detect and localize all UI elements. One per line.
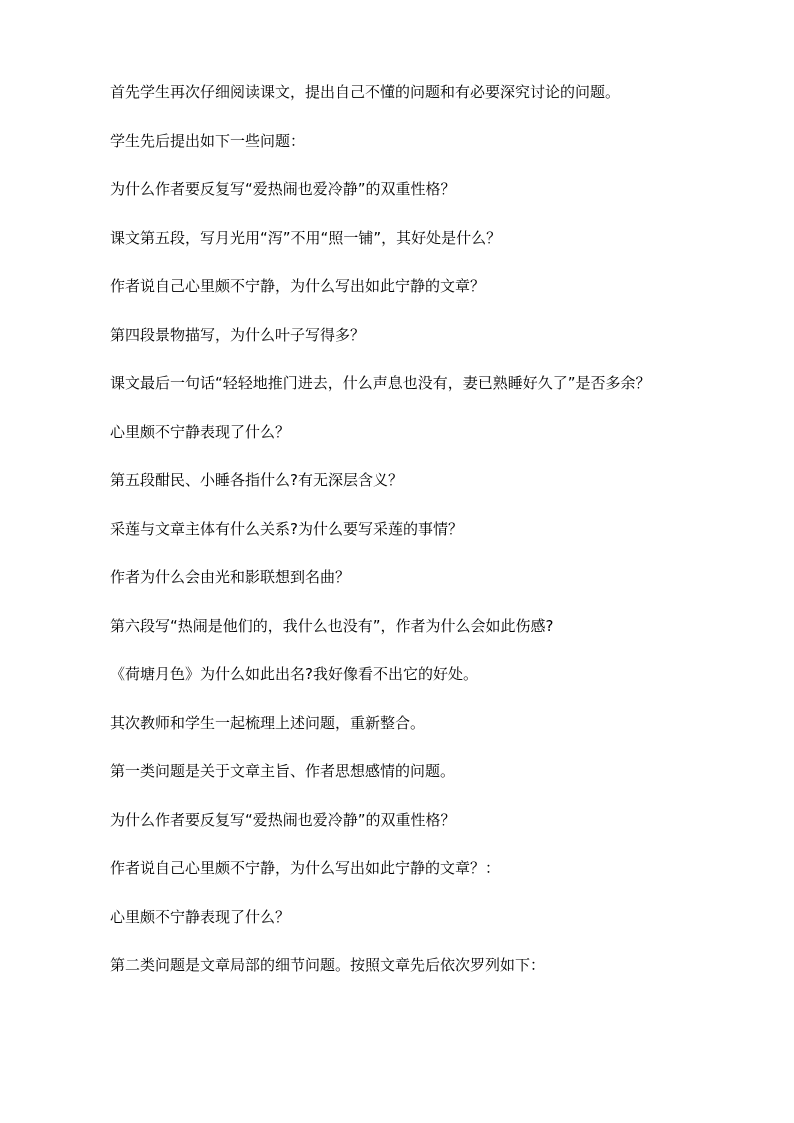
- document-body: [110, 80, 750, 1002]
- question-item: 课文第五段，写月光用“泻”不用“照一铺”，其好处是什么？: [110, 228, 502, 247]
- question-item: 作者说自己心里颇不宁静，为什么写出如此宁静的文章？: [110, 277, 486, 295]
- question-item: 心里颇不宁静表现了什么？: [110, 907, 291, 926]
- question-item: 心里颇不宁静表现了什么？: [110, 422, 291, 441]
- paragraph: 首先学生再次仔细阅读课文，提出自己不懂的问题和有必要深究讨论的问题。: [110, 83, 621, 101]
- paragraph: 学生先后提出如下一些问题：: [110, 131, 306, 150]
- category-heading: 第二类问题是文章局部的细节问题。按照文章先后依次罗列如下：: [110, 956, 546, 974]
- paragraph: 其次教师和学生一起梳理上述问题，重新整合。: [110, 713, 426, 732]
- question-item: 第四段景物描写，为什么叶子写得多？: [110, 325, 366, 344]
- question-item: 作者说自己心里颇不宁静，为什么写出如此宁静的文章？：: [110, 859, 501, 877]
- question-item: 采莲与文章主体有什么关系?为什么要写采莲的事情？: [110, 519, 463, 538]
- question-item: 为什么作者要反复写“爱热闹也爱冷静”的双重性格？: [110, 810, 456, 829]
- question-item: 《荷塘月色》为什么如此出名?我好像看不出它的好处。: [110, 665, 478, 683]
- question-item: 第六段写“热闹是他们的，我什么也没有”，作者为什么会如此伤感?: [110, 616, 554, 635]
- question-item: 课文最后一句话“轻轻地推门进去，什么声息也没有，妻已熟睡好久了”是否多余？: [110, 374, 651, 392]
- category-heading: 第一类问题是关于文章主旨、作者思想感情的问题。: [110, 762, 456, 780]
- question-item: 第五段酣民、小睡各指什么?有无深层含义？: [110, 471, 403, 489]
- question-item: 作者为什么会由光和影联想到名曲？: [110, 568, 351, 586]
- question-item: 为什么作者要反复写“爱热闹也爱冷静”的双重性格？: [110, 180, 456, 198]
